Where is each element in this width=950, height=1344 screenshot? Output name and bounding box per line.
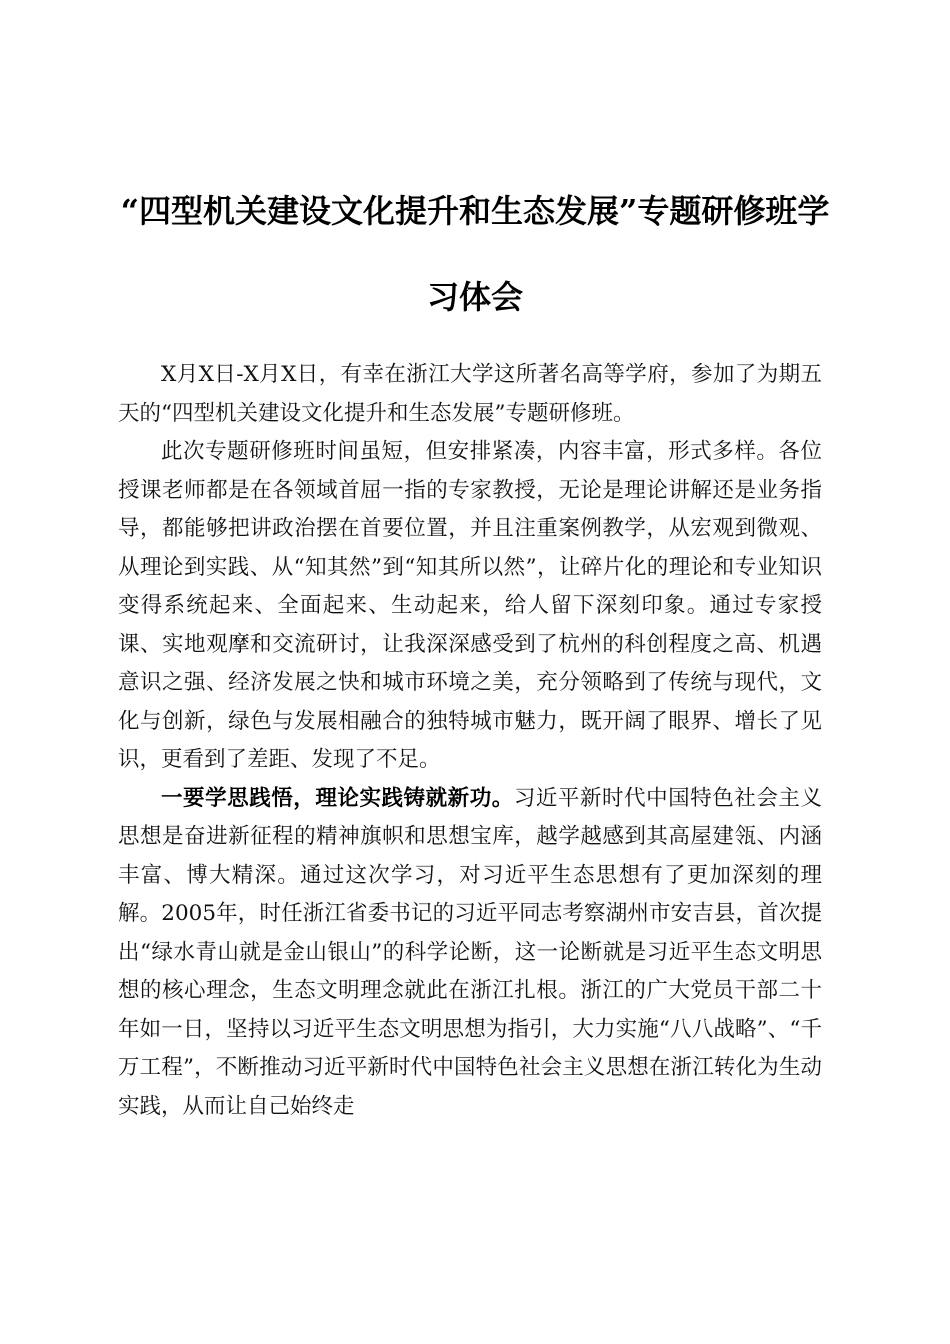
paragraph xyxy=(118,433,822,780)
document-body xyxy=(118,356,822,1126)
paragraph xyxy=(118,356,822,433)
paragraph-lead: 一要学思践悟，理论实践铸就新功。 xyxy=(161,785,514,811)
paragraph-text: 此次专题研修班时间虽短，但安排紧凑，内容丰富，形式多样。各位授课老师都是在各领域首屈一指的专家教授，无论是理论讲解还是业务指导，都能够把讲政治摆在首要位置，并且注重案例教学，从宏观到微观、从理论到实践、从“知其然”到“知其所以然”，让碎片化的理论和专业知识变得系统起来、全面起来、生动起来，给人留下深刻印象。通过专家授课、实地观摩和交流研讨，让我深深感受到了杭州的科创程度之高、机遇意识之强、经济发展之快和城市环境之美，充分领略到了传统与现代，文化与创新，绿色与发展相融合的独特城市魅力，既开阔了眼界、增长了见识，更看到了差距、发现了不足。 xyxy=(118,439,822,772)
paragraph-text: 习近平新时代中国特色社会主义思想是奋进新征程的精神旗帜和思想宝库，越学越感到其高屋建瓴、内涵丰富、博大精深。通过这次学习，对习近平生态思想有了更加深刻的理解。2005年，时任浙江省委书记的习近平同志考察湖州市安吉县，首次提出“绿水青山就是金山银山”的科学论断，这一论断就是习近平生态文明思想的核心理念，生态文明理念就此在浙江扎根。浙江的广大党员干部二十年如一日，坚持以习近平生态文明思想为指引，大力实施“八八战略”、“千万工程”，不断推动习近平新时代中国特色社会主义思想在浙江转化为生动实践，从而让自己始终走 xyxy=(118,785,822,1119)
paragraph-text: X月X日-X月X日，有幸在浙江大学这所著名高等学府，参加了为期五天的“四型机关建设文化提升和生态发展”专题研修班。 xyxy=(118,362,822,426)
paragraph xyxy=(118,780,822,1127)
document-title: “四型机关建设文化提升和生态发展”专题研修班学习体会 xyxy=(120,192,830,316)
